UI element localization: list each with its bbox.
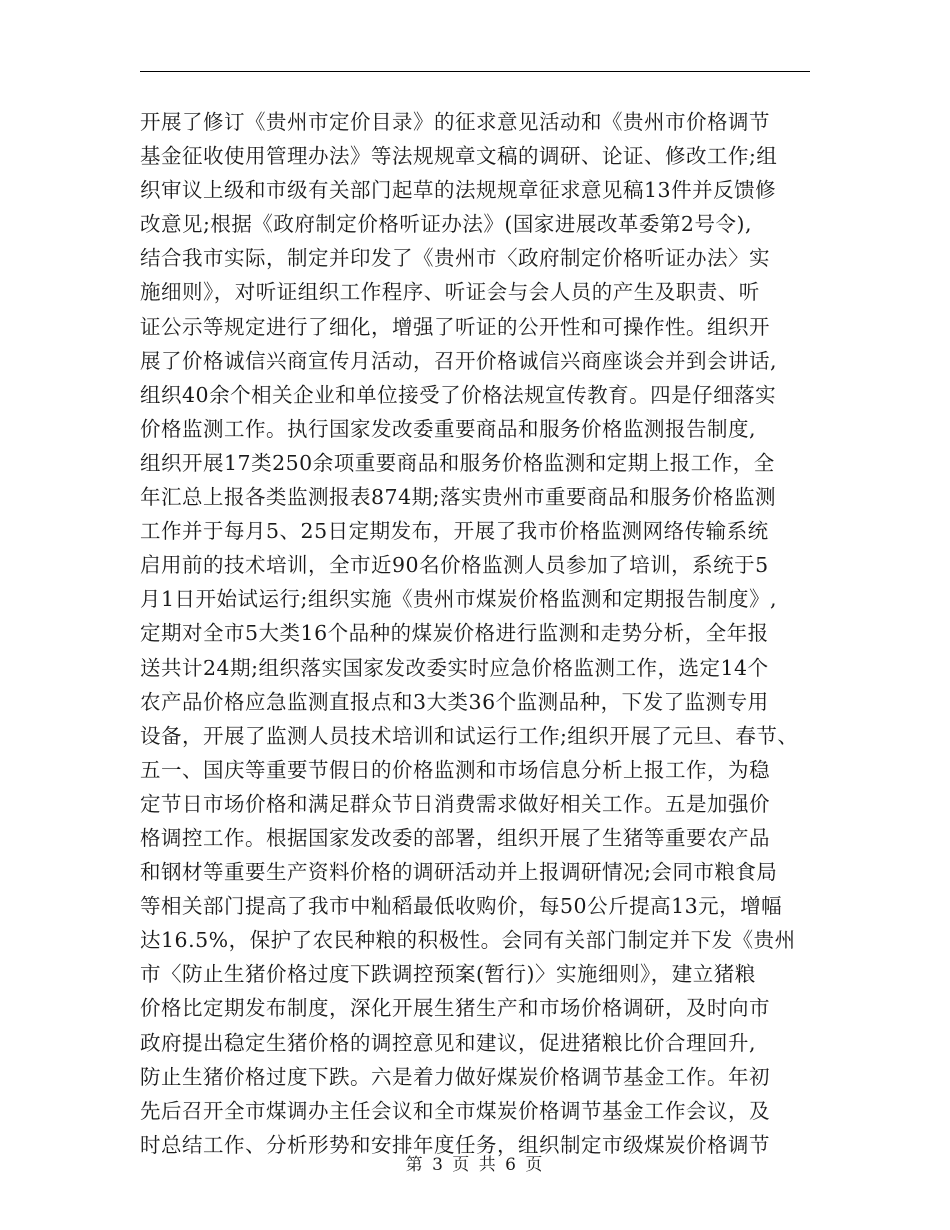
text-line: 定节日市场价格和满足群众节日消费需求做好相关工作。五是加强价: [140, 791, 770, 816]
text-line: 证公示等规定进行了细化，增强了听证的公开性和可操作性。组织开: [140, 314, 770, 339]
text-line: 定期对全市5大类16个品种的煤炭价格进行监测和走势分析，全年报: [140, 621, 769, 646]
text-line: 时总结工作、分析形势和安排年度任务，组织制定市级煤炭价格调节: [140, 1132, 770, 1157]
text-line: 月1日开始试运行;组织实施《贵州市煤炭价格监测和定期报告制度》,: [140, 587, 777, 612]
text-line: 防止生猪价格过度下跌。六是着力做好煤炭价格调节基金工作。年初: [140, 1064, 770, 1089]
text-line: 开展了修订《贵州市定价目录》的征求意见活动和《贵州市价格调节: [140, 110, 770, 134]
text-line: 和钢材等重要生产资料价格的调研活动并上报调研情况;会同市粮食局: [140, 860, 778, 885]
text-line: 组织开展17类250余项重要商品和服务价格监测和定期上报工作，全: [140, 450, 775, 475]
text-line: 基金征收使用管理办法》等法规规章文稿的调研、论证、修改工作;组: [140, 144, 778, 169]
text-line: 织审议上级和市级有关部门起草的法规规章征求意见稿13件并反馈修: [140, 178, 777, 203]
text-line: 先后召开全市煤调办主任会议和全市煤炭价格调节基金工作会议，及: [140, 1098, 770, 1123]
text-line: 格调控工作。根据国家发改委的部署，组织开展了生猪等重要农产品: [140, 825, 770, 850]
text-line: 改意见;根据《政府制定价格听证办法》(国家进展改革委第2号令),: [140, 212, 752, 237]
text-line: 市〈防止生猪价格过度下跌调控预案(暂行)〉实施细则》，建立猪粮: [140, 962, 756, 987]
text-line: 五一、国庆等重要节假日的价格监测和市场信息分析上报工作，为稳: [140, 757, 770, 782]
text-line: 价格比定期发布制度，深化开展生猪生产和市场价格调研，及时向市: [140, 996, 770, 1021]
text-line: 启用前的技术培训，全市近90名价格监测人员参加了培训，系统于5: [140, 553, 769, 578]
text-line: 达16.5%，保护了农民种粮的积极性。会同有关部门制定并下发《贵州: [140, 928, 796, 953]
text-line: 农产品价格应急监测直报点和3大类36个监测品种，下发了监测专用: [140, 689, 769, 714]
header-rule: [140, 71, 810, 72]
page-footer: 第 3 页 共 6 页: [405, 1155, 545, 1175]
text-line: 工作并于每月5、25日定期发布，开展了我市价格监测网络传输系统: [140, 519, 769, 544]
text-line: 政府提出稳定生猪价格的调控意见和建议，促进猪粮比价合理回升,: [140, 1030, 757, 1055]
text-line: 年汇总上报各类监测报表874期;落实贵州市重要商品和服务价格监测: [140, 485, 777, 510]
text-line: 等相关部门提高了我市中籼稻最低收购价，每50公斤提高13元，增幅: [140, 894, 783, 919]
body-text: [140, 105, 820, 1162]
text-line: 结合我市实际，制定并印发了《贵州市〈政府制定价格听证办法〉实: [140, 246, 770, 271]
text-line: 组织40余个相关企业和单位接受了价格法规宣传教育。四是仔细落实: [140, 382, 777, 407]
text-line: 送共计24期;组织落实国家发改委实时应急价格监测工作，选定14个: [140, 655, 769, 680]
text-line: 价格监测工作。执行国家发改委重要商品和服务价格监测报告制度,: [140, 416, 757, 441]
text-line: 设备，开展了监测人员技术培训和试运行工作;组织开展了元旦、春节、: [140, 723, 799, 748]
text-line: 展了价格诚信兴商宣传月活动，召开价格诚信兴商座谈会并到会讲话,: [140, 348, 778, 373]
text-line: 施细则》，对听证组织工作程序、听证会与会人员的产生及职责、听: [140, 280, 760, 305]
